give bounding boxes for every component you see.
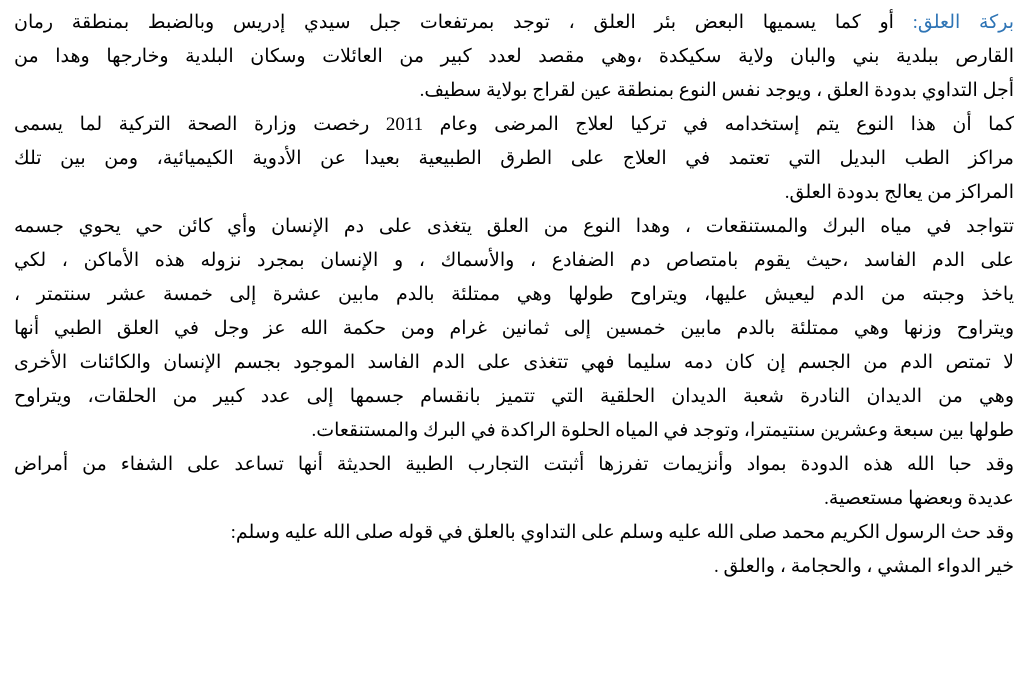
- paragraph-3-line-2: على الدم الفاسد ،حيث يقوم بامتصاص دم الضفادع ، والأسماك ، و الإنسان بمجرد نزوله هذه الأماكن ، لكي: [14, 250, 1014, 271]
- paragraph-3-line-7: طولها بين سبعة وعشرين سنتيمترا، وتوجد في المياه الحلوة الراكدة في البرك والمستنقعات.: [311, 420, 1014, 441]
- paragraph-3-line-3: ياخذ وجبته من الدم ليعيش عليها، ويتراوح طولها وهي ممتلئة بالدم مابين عشرة إلى خمسة عشر سنتمتر ،: [14, 284, 1014, 305]
- paragraph-3-line-6: وهي من الديدان النادرة شعبة الديدان الحلقية التي تتميز بانقسام جسمها إلى عدد كبير من الحلقات، ويتراوح: [14, 386, 1014, 407]
- section-heading: بركة العلق:: [912, 12, 1014, 33]
- paragraph-3-line-5: لا تمتص الدم من الجسم إن كان دمه سليما فهي تتغذى على الدم الفاسد الموجود بجسم الإنسان والكائنات الأخرى: [14, 352, 1014, 373]
- paragraph-1-line-3: أجل التداوي بدودة العلق ، ويوجد نفس النوع بمنطقة عين لقراج بولاية سطيف.: [419, 80, 1014, 101]
- paragraph-4-line-1: وقد حبا الله هذه الدودة بمواد وأنزيمات تفرزها أثبتت التجارب الطبية الحديثة أنها تساعد على الشفاء من أمراض: [14, 454, 1014, 475]
- paragraph-2-line-2: مراكز الطب البديل التي تعتمد في العلاج على الطرق الطبيعية بعيدا عن الأدوية الكيميائية، ومن بين تلك: [14, 148, 1014, 169]
- paragraph-2-line-1: كما أن هذا النوع يتم إستخدامه في تركيا لعلاج المرضى وعام 2011 رخصت وزارة الصحة التركية لما يسمى: [14, 114, 1014, 135]
- paragraph-5-line-1: وقد حث الرسول الكريم محمد صلى الله عليه وسلم على التداوي بالعلق في قوله صلى الله عليه وسلم:: [230, 522, 1014, 543]
- paragraph-1-line-1: [14, 6, 1014, 40]
- paragraph-6-line-1: خير الدواء المشي ، والحجامة ، والعلق .: [714, 556, 1014, 577]
- paragraph-3-line-1: تتواجد في مياه البرك والمستنقعات ، وهدا النوع من العلق يتغذى على دم الإنسان وأي كائن حي يحوي جسمه: [14, 216, 1014, 237]
- paragraph-2-line-3: المراكز من يعالج بدودة العلق.: [784, 182, 1014, 203]
- paragraph-1-line-1-text: أو كما يسميها البعض بئر العلق ، توجد بمرتفعات جبل سيدي إدريس وبالضبط بمنطقة رمان: [14, 12, 913, 33]
- paragraph-4-line-2: عديدة وبعضها مستعصية.: [824, 488, 1014, 509]
- paragraph-3-line-4: ويتراوح وزنها وهي ممتلئة بالدم مابين خمسين إلى ثمانين غرام ومن حكمة الله عز وجل في العلق الطبي أنها: [14, 318, 1014, 339]
- paragraph-1-line-2: القارص ببلدية بني والبان ولاية سكيكدة ،وهي مقصد لعدد كبير من العائلات وسكان البلدية وخارجها وهدا من: [14, 46, 1014, 67]
